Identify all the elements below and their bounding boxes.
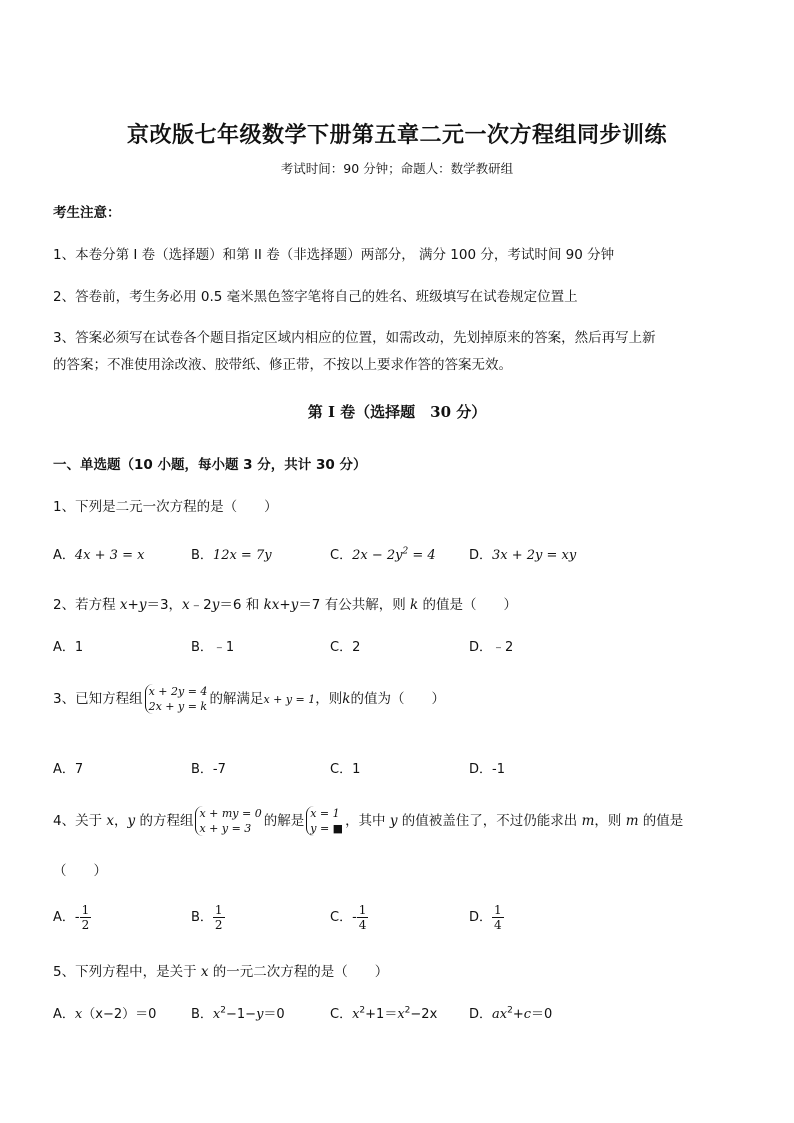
question-2-option-a: A．1 <box>53 640 84 655</box>
question-5-option-b: B．$x^2-1-y=0$ <box>191 1005 285 1022</box>
question-4-option-c: C．- $\frac{1}{4}$ <box>330 903 367 932</box>
question-2-stem: 2、若方程 x+y＝3，x﹣2y＝6 和 kx+y＝7 有公共解，则 k 的值是（ ） <box>53 597 517 613</box>
question-3-option-d: D．-1 <box>469 762 505 777</box>
question-5-option-d: D．$ax^2+c=0$ <box>469 1005 553 1022</box>
question-5-stem: 5、下列方程中，是关于 x 的一元二次方程的是（ ） <box>53 964 389 980</box>
question-1-option-a: A．4x + 3 = x <box>53 548 145 563</box>
notice-item-2: 2、答卷前，考生务必用 0.5 毫米黑色签字笔将自己的姓名、班级填写在试卷规定位置上 <box>53 289 578 305</box>
equation-system: x + 2y = 4 2x + y = k <box>145 684 208 714</box>
question-1-stem: 1、下列是二元一次方程的是（ ） <box>53 499 278 515</box>
exam-subtitle: 考试时间：90 分钟；命题人：数学教研组 <box>280 161 514 176</box>
exam-title: 京改版七年级数学下册第五章二元一次方程组同步训练 <box>126 122 667 148</box>
solution-system: x = 1 y = ■ <box>306 806 343 836</box>
question-5-option-c: C．$x^2+1=x^2-2x$ <box>330 1005 438 1022</box>
fraction: $\frac{1}{4}$ <box>494 903 502 932</box>
question-2-option-b: B．﹣1 <box>191 640 235 655</box>
fraction: $\frac{1}{4}$ <box>358 903 367 932</box>
question-2-option-c: C．2 <box>330 640 361 655</box>
question-2-option-d: D．﹣2 <box>469 640 514 655</box>
question-3-option-b: B．-7 <box>191 762 226 777</box>
notice-item-3-line-2: 的答案；不准使用涂改液、胶带纸、修正带，不按以上要求作答的答案无效。 <box>53 357 512 373</box>
notice-heading: 考生注意： <box>53 205 121 221</box>
equation-system: x + my = 0 x + y = 3 <box>195 806 261 836</box>
fraction: $\frac{1}{2}$ <box>81 903 90 932</box>
question-3-option-a: A．7 <box>53 762 84 777</box>
part-heading: 一、单选题（10 小题，每小题 3 分，共计 30 分） <box>53 457 367 473</box>
question-5-option-a: A．x（x−2）＝0 <box>53 1007 157 1022</box>
question-1-option-b: B．12x = 7y <box>191 548 272 563</box>
question-4-option-b: B． $\frac{1}{2}$ <box>191 903 223 932</box>
question-3-stem: 3、已知方程组 x + 2y = 4 2x + y = k 的解满足x + y = 1，则k的值为（ ） <box>53 685 445 713</box>
question-4-option-d: D． $\frac{1}{4}$ <box>469 903 502 932</box>
question-4-stem: 4、关于 x，y 的方程组 x + my = 0 x + y = 3 的解是 x = 1 y = ■ ，其中 y 的值被盖住了，不过仍能求出 m，则 m 的值是 <box>53 807 684 835</box>
notice-item-1: 1、本卷分第 I 卷（选择题）和第 II 卷（非选择题）两部分， 满分 100 分，考试时间 90 分钟 <box>53 247 615 263</box>
question-1-option-c: C．$2x - 2y^2 = 4$ <box>330 546 436 563</box>
question-3-option-c: C．1 <box>330 762 361 777</box>
question-1-option-d: D．3x + 2y = xy <box>469 548 577 563</box>
notice-item-3-line-1: 3、答案必须写在试卷各个题目指定区域内相应的位置，如需改动，先划掉原来的答案，然后再写上新 <box>53 330 656 346</box>
section-title: 第 I 卷（选择题 30 分） <box>307 403 487 421</box>
question-4-option-a: A．- $\frac{1}{2}$ <box>53 903 90 932</box>
fraction: $\frac{1}{2}$ <box>214 903 223 932</box>
question-4-paren: （ ） <box>53 863 107 879</box>
